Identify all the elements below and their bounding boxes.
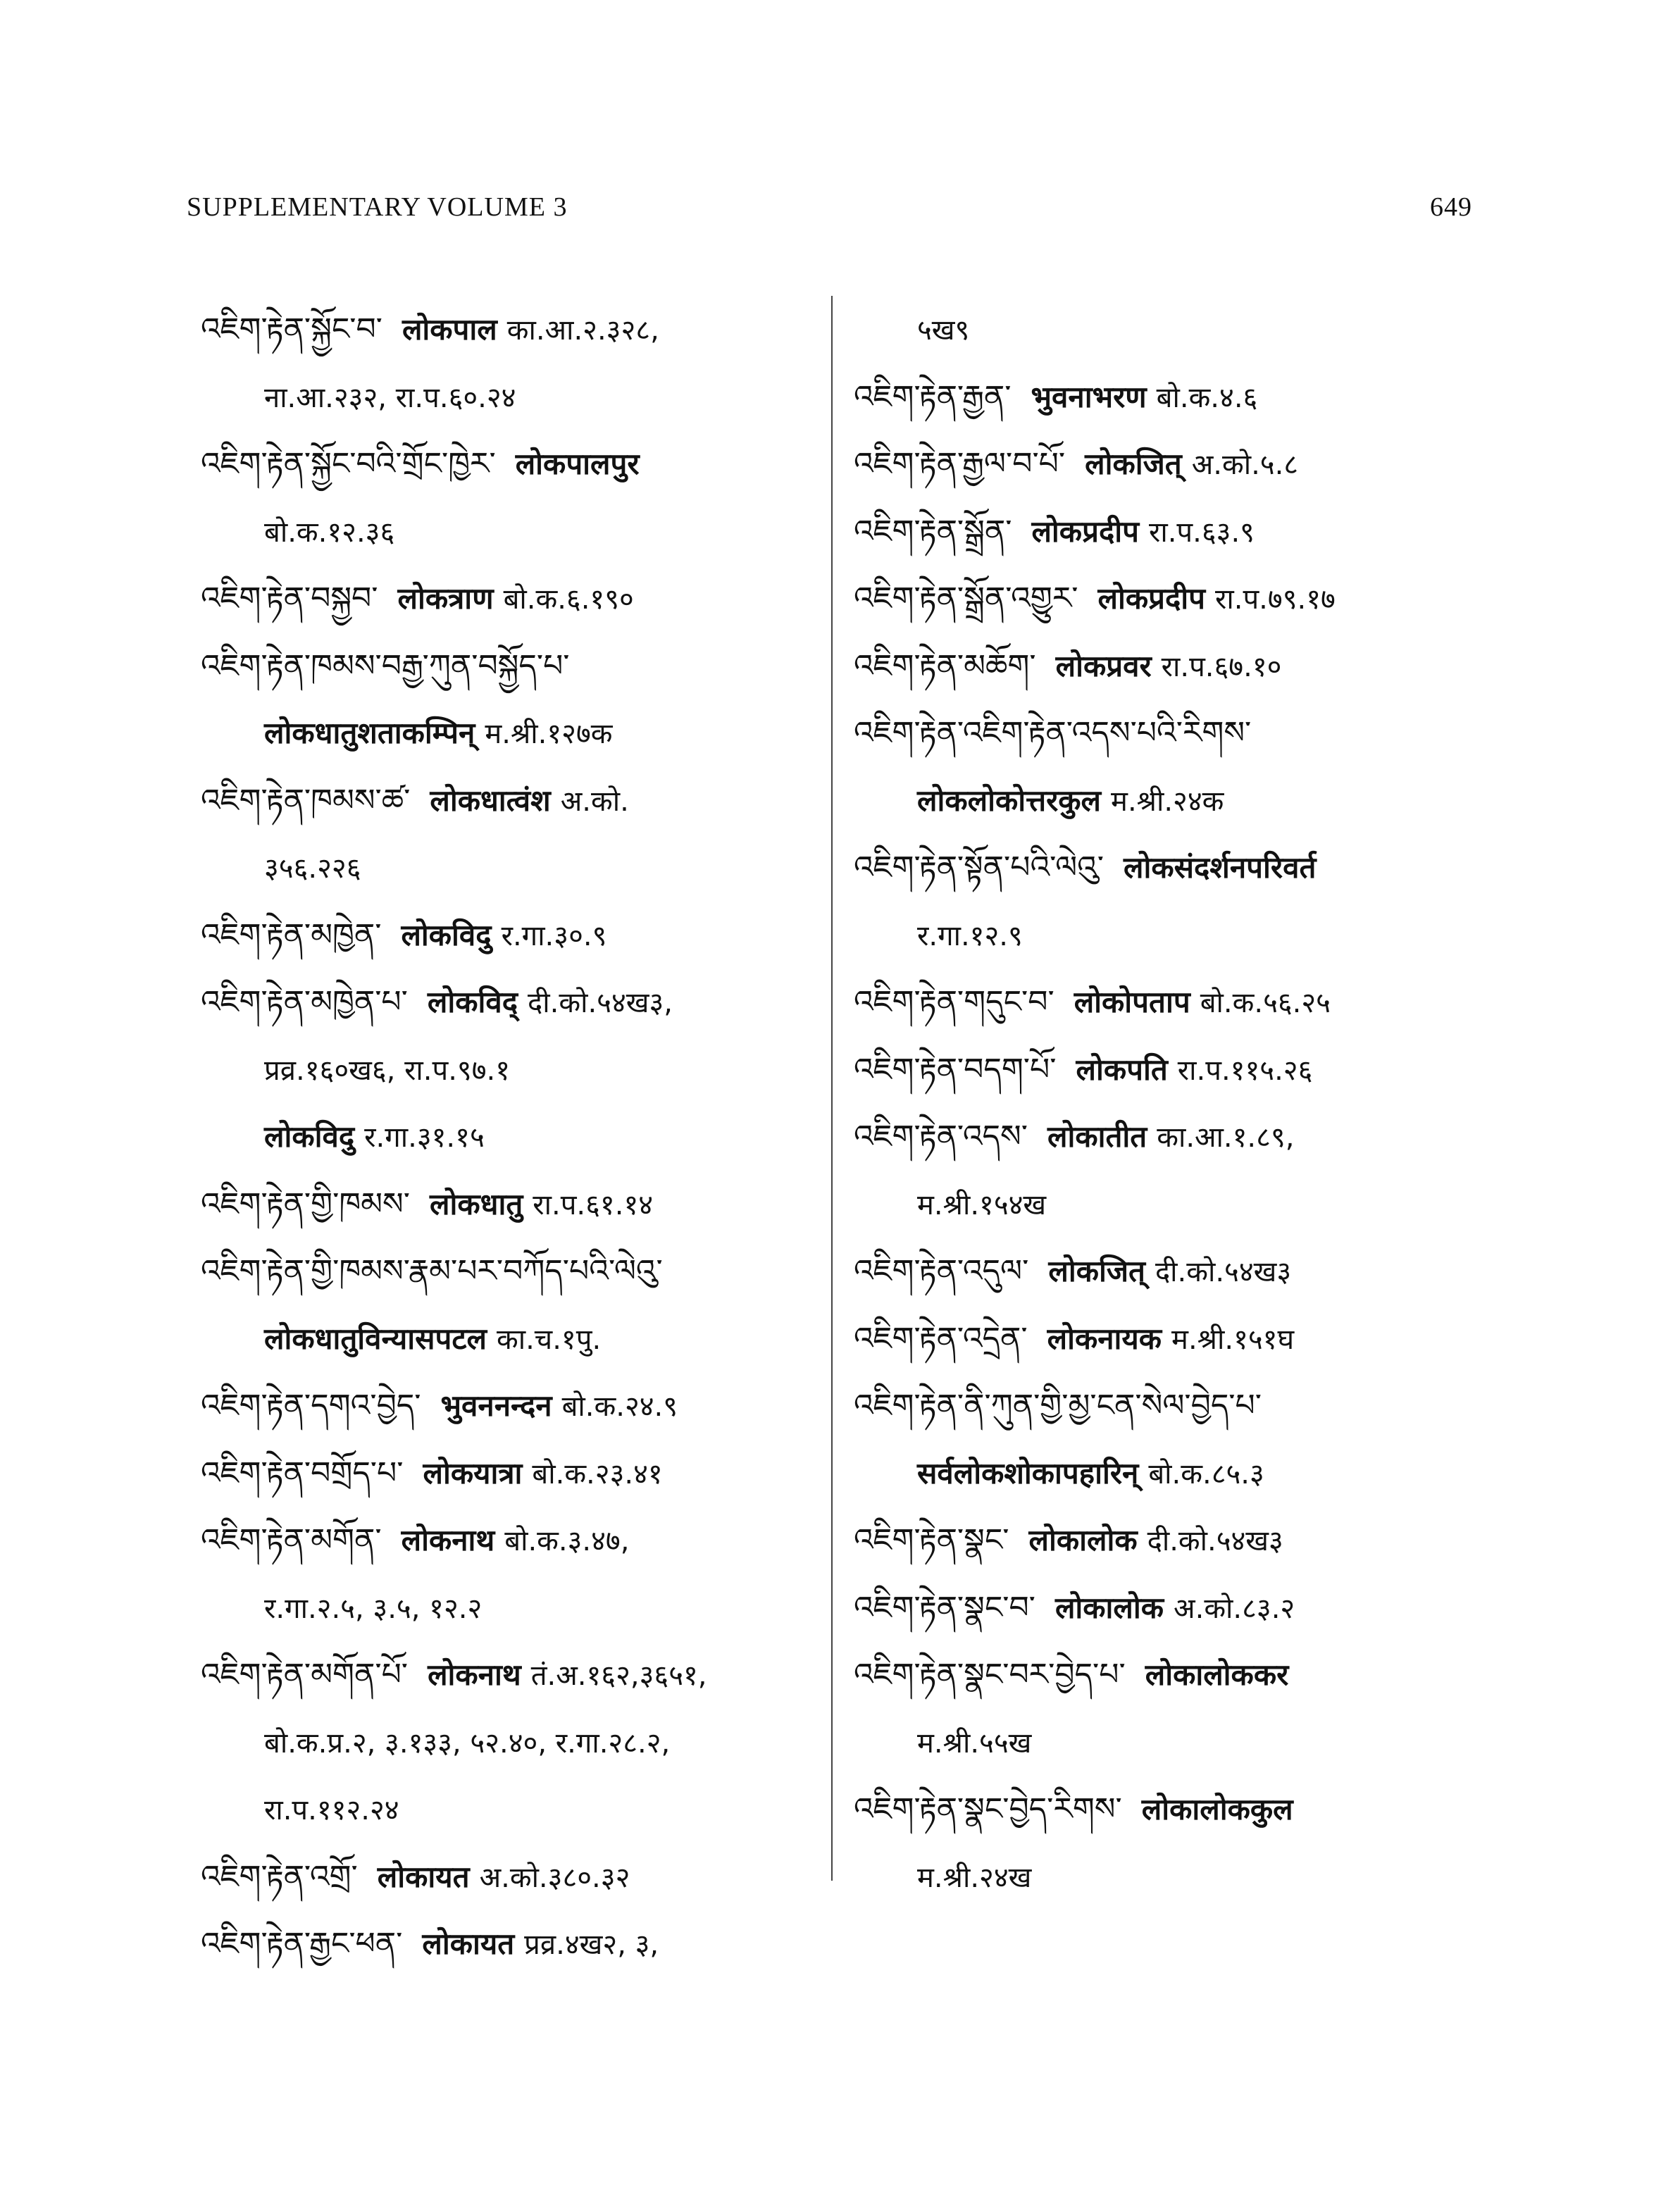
entry-line (854, 767, 1474, 835)
sanskrit-equivalent: लोकनाथ (401, 1523, 495, 1557)
sanskrit-equivalent: भुवननन्दन (440, 1388, 552, 1423)
entry-line (201, 1171, 821, 1238)
sanskrit-equivalent: लोकायत (377, 1859, 470, 1894)
tibetan-headword: འཇིག་རྟེན་ནི་ཀུན་གྱི་མྱ་ངན་སེལ་བྱེད་པ་ (854, 1388, 1262, 1424)
sanskrit-equivalent: लोकधात्वंश (430, 783, 551, 818)
tibetan-headword: འཇིག་རྟེན་སྒྲོན་ (854, 513, 1012, 549)
tibetan-headword: འཇིག་རྟེན་མགོན་ (201, 1522, 382, 1558)
sanskrit-equivalent: लोकातीत (1047, 1119, 1147, 1154)
tibetan-headword: འཇིག་རྟེན་དགའ་བྱེད་ (201, 1388, 421, 1424)
entry-line (201, 969, 821, 1036)
page-number: 649 (1430, 192, 1472, 222)
tibetan-headword: འཇིག་རྟེན་བདག་པོ་ (854, 1051, 1057, 1088)
tibetan-headword: འཇིག་རྟེན་བསྐྱབ་ (201, 580, 378, 616)
tibetan-headword: འཇིག་རྟེན་བགྲོད་པ་ (201, 1455, 404, 1491)
entry-line (854, 430, 1474, 498)
source-reference: र.गा.१२.९ (917, 919, 1023, 952)
tibetan-headword: འཇིག་རྟེན་མཁྱེན་ (201, 916, 382, 953)
entry-line (201, 1641, 821, 1709)
tibetan-headword: འཇིག་རྟེན་རྒྱན་ (854, 378, 1012, 415)
sanskrit-equivalent: लोकपाल (402, 312, 497, 347)
sanskrit-equivalent: लोकप्रदीप (1097, 581, 1206, 616)
source-reference: का.आ.२.३२८, (506, 314, 659, 347)
entry-line (201, 1305, 821, 1373)
source-reference: बो.क.१२.३६ (264, 516, 395, 549)
entry-line (201, 1372, 821, 1440)
source-reference: बो.क.२४.९ (561, 1390, 678, 1423)
entry-line (201, 1910, 821, 1978)
tibetan-headword: འཇིག་རྟེན་མཆོག་ (854, 647, 1036, 684)
source-reference: र.गा.३१.१५ (364, 1121, 485, 1154)
entry-line (201, 498, 821, 566)
entry-line (201, 834, 821, 902)
sanskrit-equivalent: लोकसंदर्शनपरिवर्त (1124, 850, 1317, 885)
entry-line (854, 1507, 1474, 1574)
tibetan-headword: འཇིག་རྟེན་སྣང་ (854, 1522, 1009, 1558)
tibetan-headword: འཇིག་རྟེན་སྣང་བར་བྱེད་པ་ (854, 1657, 1126, 1693)
source-reference: का.च.१पु. (497, 1323, 602, 1356)
entry-line (854, 1305, 1474, 1373)
tibetan-headword: འཇིག་རྟེན་སྒྲོན་འགྱུར་ (854, 580, 1078, 616)
entry-line (854, 969, 1474, 1036)
running-head-title: SUPPLEMENTARY VOLUME 3 (187, 192, 568, 222)
source-reference: बो.क.४.६ (1156, 381, 1258, 414)
sanskrit-equivalent: लोकप्रदीप (1031, 513, 1139, 549)
source-reference: बो.क.६.१९० (503, 583, 634, 616)
tibetan-headword: འཇིག་རྟེན་འདས་ (854, 1119, 1028, 1154)
entry-line (201, 633, 821, 700)
source-reference: बो.क.८५.३ (1148, 1457, 1264, 1490)
source-reference: तं.अ.१६२,३६५१, (530, 1660, 707, 1692)
tibetan-headword: འཇིག་རྟེན་གདུང་བ་ (854, 984, 1054, 1020)
entry-line (854, 902, 1474, 969)
tibetan-headword: འཇིག་རྟེན་མཁྱེན་པ་ (201, 984, 408, 1020)
entry-line (854, 1641, 1474, 1709)
source-reference: म.श्री.१२७क (485, 718, 613, 750)
entry-line (854, 1776, 1474, 1843)
source-reference: रा.प.११२.२४ (264, 1794, 399, 1826)
entry-line (201, 1574, 821, 1642)
sanskrit-equivalent: लोकालोक (1028, 1523, 1138, 1557)
source-reference: दी.को.५४ख३ (1155, 1256, 1292, 1288)
tibetan-headword: འཇིག་རྟེན་ཁམས་བརྒྱ་ཀུན་བསྐྱོད་པ་ (201, 647, 570, 684)
entry-line (201, 1103, 821, 1171)
entry-line (201, 1776, 821, 1843)
sanskrit-equivalent: लोकनाथ (428, 1657, 521, 1692)
entry-line (854, 1440, 1474, 1507)
entry-line (854, 1171, 1474, 1238)
entry-line (201, 565, 821, 633)
tibetan-headword: འཇིག་རྟེན་རྒྱལ་བ་པོ་ (854, 446, 1066, 482)
entry-line (201, 767, 821, 835)
sanskrit-equivalent: लोकजित् (1085, 447, 1182, 481)
entry-line (201, 699, 821, 767)
tibetan-headword: འཇིག་རྟེན་སྐྱོང་བའི་གྲོང་ཁྱེར་ (201, 446, 496, 482)
tibetan-headword: འཇིག་རྟེན་སྣང་བྱེད་རིགས་ (854, 1791, 1122, 1827)
source-reference: रा.प.६७.१० (1161, 650, 1282, 683)
source-reference: रा.प.६३.९ (1149, 516, 1255, 549)
sanskrit-equivalent: लोकधातु (430, 1186, 523, 1221)
sanskrit-equivalent: भुवनाभरण (1031, 379, 1147, 414)
entry-line (854, 565, 1474, 633)
source-reference: म.श्री.५५ख (917, 1726, 1032, 1760)
tibetan-headword: འཇིག་རྟེན་འགྲོ་ (201, 1858, 358, 1895)
entry-line (854, 1238, 1474, 1305)
entry-line (854, 363, 1474, 431)
sanskrit-equivalent: लोकालोककुल (1141, 1792, 1293, 1826)
tibetan-headword: འཇིག་རྟེན་འདུལ་ (854, 1253, 1029, 1289)
source-reference: म.श्री.२४ख (917, 1861, 1032, 1894)
entry-line (854, 1709, 1474, 1776)
source-reference: र.गा.३०.९ (501, 919, 607, 952)
tibetan-headword: འཇིག་རྟེན་འདྲེན་ (854, 1320, 1028, 1357)
entry-line (854, 699, 1474, 767)
sanskrit-equivalent: लोकपालपुर (515, 447, 640, 481)
source-reference: म.श्री.१५१घ (1171, 1323, 1295, 1356)
entry-line (854, 1036, 1474, 1104)
source-reference: ३५६.२२६ (264, 852, 361, 885)
source-reference: अ.को.५.८ (1191, 449, 1299, 481)
sanskrit-equivalent: सर्वलोकशोकापहारिन् (917, 1455, 1139, 1490)
tibetan-headword: འཇིག་རྟེན་སྐྱོང་བ་ (201, 311, 382, 347)
source-reference: अ.को.८३.२ (1174, 1592, 1295, 1625)
sanskrit-equivalent: लोकधातुशताकम्पिन् (264, 716, 475, 750)
entry-line (854, 1372, 1474, 1440)
source-reference: बो.क.३.४७, (504, 1525, 630, 1557)
entry-line (201, 296, 821, 363)
sanskrit-equivalent: लोकधातुविन्यासपटल (264, 1321, 487, 1356)
source-reference: दी.को.५४ख३, (528, 987, 673, 1019)
entry-line (201, 430, 821, 498)
source-reference: बो.क.२३.४१ (532, 1457, 663, 1490)
tibetan-headword: འཇིག་རྟེན་རྒྱང་ཕན་ (201, 1926, 403, 1962)
entry-line (201, 1036, 821, 1104)
source-reference: रा.प.११५.२६ (1177, 1054, 1313, 1087)
sanskrit-equivalent: लोकायत (422, 1926, 515, 1961)
source-reference: अ.को. (560, 785, 629, 818)
source-reference: बो.क.५६.२५ (1200, 987, 1331, 1019)
tibetan-headword: འཇིག་རྟེན་སྟོན་པའི་ལེའུ་ (854, 849, 1104, 885)
tibetan-headword: འཇིག་རྟེན་སྣང་བ་ (854, 1589, 1035, 1626)
column-divider (831, 296, 833, 1881)
source-reference: प्रव्र.४ख२, ३, (524, 1929, 659, 1961)
tibetan-headword: འཇིག་རྟེན་གྱི་ཁམས་ (201, 1185, 410, 1222)
tibetan-headword: འཇིག་རྟེན་འཇིག་རྟེན་འདས་པའི་རིགས་ (854, 715, 1252, 751)
sanskrit-equivalent: लोकप्रवर (1055, 648, 1152, 683)
entry-line (201, 1238, 821, 1305)
entry-line (854, 1843, 1474, 1911)
entry-line (201, 1440, 821, 1507)
sanskrit-equivalent: लोकलोकोत्तरकुल (917, 783, 1102, 818)
sanskrit-equivalent: लोकालोककर (1145, 1657, 1289, 1692)
sanskrit-equivalent: लोकत्राण (397, 581, 494, 616)
entry-line (854, 834, 1474, 902)
source-reference: म.श्री.१५४ख (917, 1188, 1047, 1221)
entry-line (201, 902, 821, 969)
source-reference: र.गा.२.५, ३.५, १२.२ (264, 1592, 483, 1625)
entry-line (201, 1507, 821, 1574)
source-reference: दी.को.५४ख३ (1147, 1525, 1283, 1557)
sanskrit-equivalent: लोकविदु (401, 917, 492, 952)
sanskrit-equivalent: लोकालोक (1054, 1590, 1164, 1625)
source-reference: ना.आ.२३२, रा.प.६०.२४ (264, 381, 516, 414)
entry-line (854, 498, 1474, 566)
entry-line (201, 1709, 821, 1776)
source-reference: रा.प.६१.१४ (533, 1188, 654, 1221)
source-reference: रा.प.७९.१७ (1215, 583, 1336, 616)
source-reference: प्रव्र.१६०ख६, रा.प.९७.१ (264, 1054, 511, 1087)
entry-line (854, 1574, 1474, 1642)
source-reference: का.आ.१.८९, (1157, 1121, 1295, 1154)
sanskrit-equivalent: लोकपति (1076, 1052, 1168, 1087)
sanskrit-equivalent: लोकविद् (427, 985, 518, 1019)
left-column (201, 296, 821, 1978)
tibetan-headword: འཇིག་རྟེན་ཁམས་ཚ་ (201, 782, 411, 818)
sanskrit-equivalent: लोकजित् (1048, 1254, 1145, 1288)
source-reference: बो.क.प्र.२, ३.१३३, ५२.४०, र.गा.२८.२, (264, 1726, 671, 1760)
source-reference: म.श्री.२४क (1111, 785, 1224, 818)
sanskrit-equivalent: लोकोपताप (1074, 985, 1190, 1019)
entry-line (201, 363, 821, 431)
running-head (187, 192, 1472, 234)
sanskrit-equivalent: लोकयात्रा (423, 1455, 523, 1490)
right-column (854, 296, 1474, 1910)
source-reference: ५ख९ (917, 314, 970, 347)
source-reference: अ.को.३८०.३२ (479, 1861, 630, 1894)
tibetan-headword: འཇིག་རྟེན་གྱི་ཁམས་རྣམ་པར་བཀོད་པའི་ལེའུ་ (201, 1253, 663, 1289)
sanskrit-equivalent: लोकनायक (1047, 1321, 1162, 1356)
entry-line (854, 633, 1474, 700)
tibetan-headword: འཇིག་རྟེན་མགོན་པོ་ (201, 1657, 409, 1693)
entry-line (854, 1103, 1474, 1171)
entry-line (854, 296, 1474, 363)
sanskrit-equivalent: लोकविदु (264, 1119, 355, 1154)
entry-line (201, 1843, 821, 1911)
